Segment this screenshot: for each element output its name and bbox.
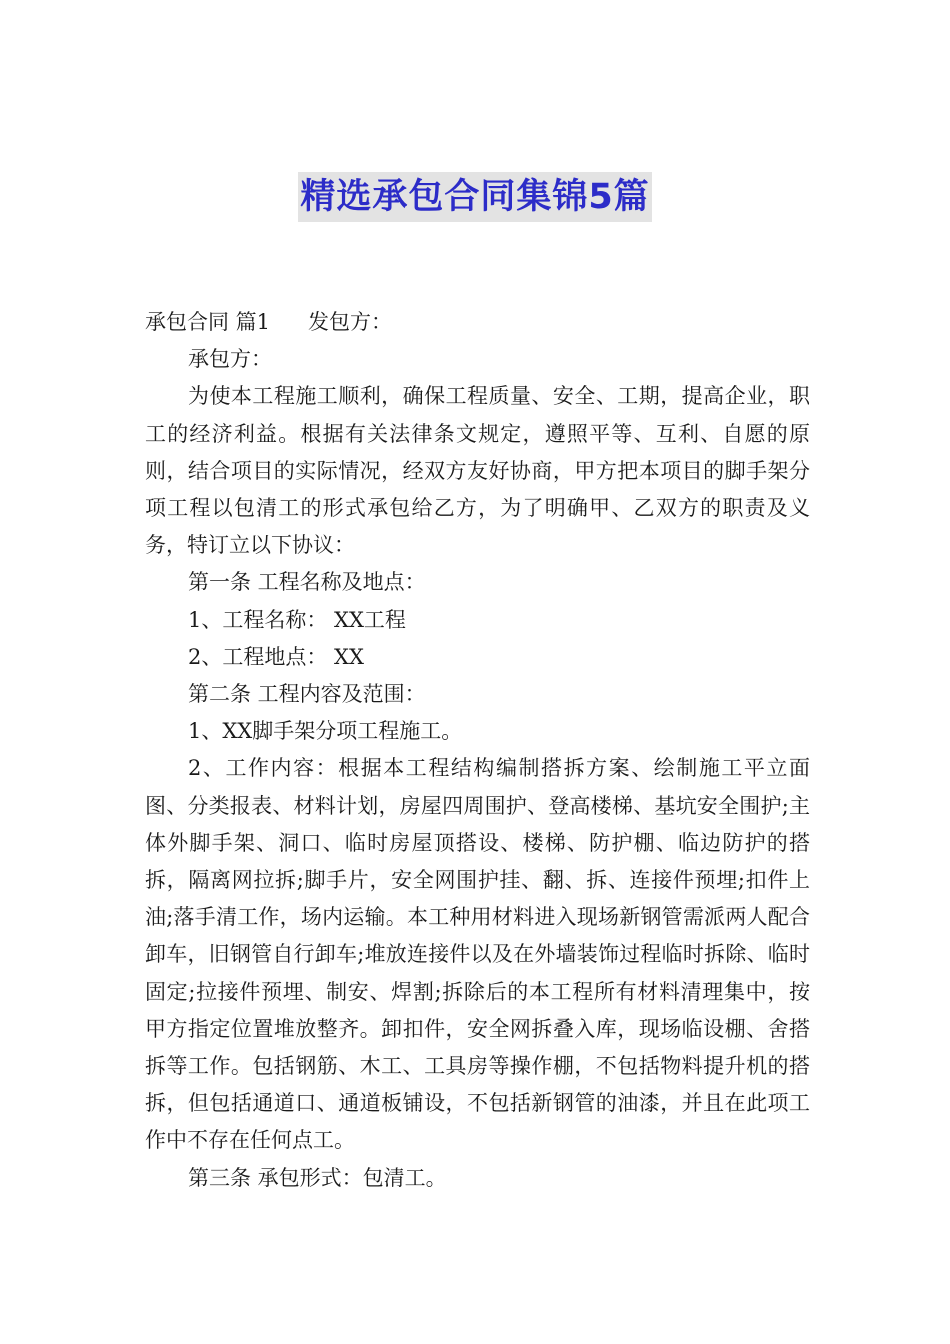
contract-heading: 承包合同 篇1 [145, 310, 271, 334]
paragraph: 2、工作内容：根据本工程结构编制搭拆方案、绘制施工平立面图、分类报表、材料计划，房屋四周围护、登高楼梯、基坑安全围护;主体外脚手架、洞口、临时房屋顶搭设、楼梯、防护棚、临边防护的搭拆，隔离网拉拆;脚手片，安全网围护挂、翻、拆、连接件预埋;扣件上油;落手清工作，场内运输。本工种用材料进入现场新钢管需派两人配合卸车，旧钢管自行卸车;堆放连接件以及在外墙装饰过程临时拆除、临时固定;拉接件预埋、制安、焊割;拆除后的本工程所有材料清理集中，按甲方指定位置堆放整齐。卸扣件，安全网拆叠入库，现场临设棚、舍搭拆等工作。包括钢筋、木工、工具房等操作棚，不包括物料提升机的搭拆，但包括通道口、通道板铺设，不包括新钢管的油漆，并且在此项工作中不存在任何点工。 [145, 756, 810, 1153]
paragraph: 1、工程名称： XX工程 [188, 607, 406, 632]
title-container [0, 172, 950, 222]
employer-label: 发包方： [308, 310, 393, 334]
paragraph: 第三条 承包形式：包清工。 [188, 1165, 447, 1190]
document-body [145, 304, 810, 1197]
paragraph: 2、工程地点： XX [188, 644, 364, 669]
paragraph: 第一条 工程名称及地点： [188, 570, 426, 595]
document-title: 精选承包合同集锦5篇 [298, 172, 651, 222]
paragraph: 1、XX脚手架分项工程施工。 [188, 719, 463, 744]
paragraph: 第二条 工程内容及范围： [188, 682, 426, 707]
paragraph: 为使本工程施工顺利，确保工程质量、安全、工期，提高企业，职工的经济利益。根据有关法律条文规定，遵照平等、互利、自愿的原则，结合项目的实际情况，经双方友好协商，甲方把本项目的脚手架分项工程以包清工的形式承包给乙方，为了明确甲、乙双方的职责及义务，特订立以下协议： [145, 384, 810, 558]
paragraph: 承包方： [188, 347, 272, 372]
heading-line [145, 304, 810, 341]
